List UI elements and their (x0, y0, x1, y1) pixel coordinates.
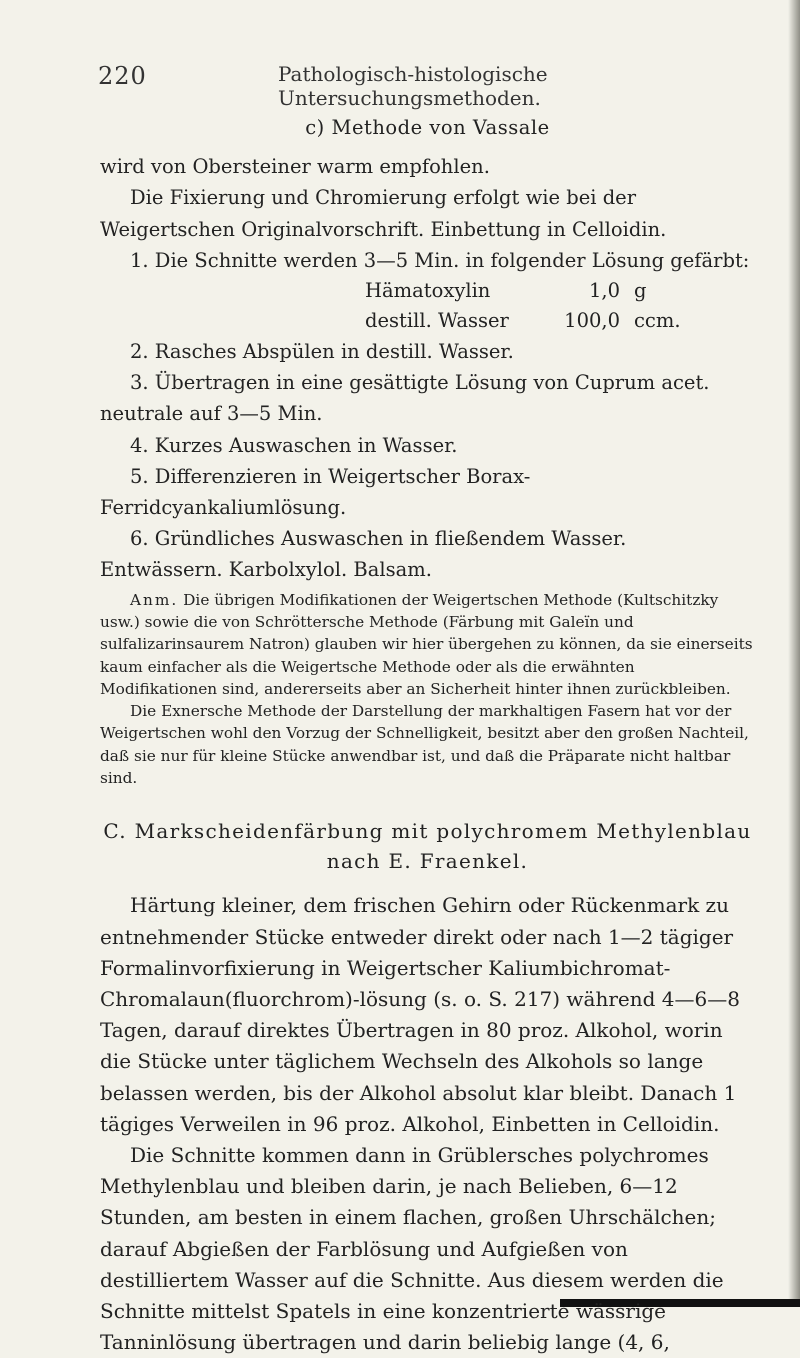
note-label: Anm. (130, 590, 179, 609)
formula-ingredient: destill. Wasser (365, 309, 509, 333)
page-edge-shadow (788, 0, 800, 1307)
formula-row (100, 306, 755, 336)
step-5: 5. Differenzieren in Weigertscher Borax-Ferridcyankaliumlösung. (100, 464, 531, 520)
section-C-title-line1: C. Markscheidenfärbung mit polychromem Methylenblau (103, 819, 752, 844)
note-paragraph (100, 589, 755, 700)
section-c-title: c) Methode von Vassale (305, 116, 550, 139)
step-2: 2. Rasches Abspülen in destill. Wasser. (130, 340, 514, 364)
page-content (100, 112, 755, 1358)
step-1: 1. Die Schnitte werden 3—5 Min. in folgender Lösung gefärbt: (130, 248, 750, 272)
section-c-paragraph: Die Fixierung und Chromierung erfolgt wie bei der Weigertschen Originalvorschrift. Einbettung in Celloidin. (100, 186, 667, 241)
note-paragraph-2: Die Exnersche Methode der Darstellung der markhaltigen Fasern hat vor der Weigertschen wohl den Vorzug der Schnelligkeit, besitzt aber den großen Nachteil, daß sie nur für kleine Stücke anwendbar ist, und daß die Präparate nicht haltbar sind. (100, 702, 749, 788)
staining-formula (100, 276, 755, 336)
formula-amount: 100,0 (564, 309, 620, 333)
footnote-block (100, 589, 755, 790)
section-c-vassale (100, 112, 755, 586)
page-number: 220 (98, 62, 147, 90)
note-text: Die übrigen Modifikationen der Weigertschen Methode (Kultschitzky usw.) sowie die von Schröttersche Methode (Färbung mit Galeïn und sulfalizarinsaurem Natron) glauben wir hier übergehen zu können, da sie einerseits kaum einfacher als die Weigertsche Methode oder als die erwähnten Modifikationen sind, andererseits aber an Sicherheit hinter ihnen zurückbleiben. (100, 590, 753, 698)
step-3: 3. Übertragen in eine gesättigte Lösung von Cuprum acet. neutrale auf 3—5 Min. (100, 371, 710, 426)
formula-amount: 1,0 (588, 279, 620, 303)
section-C-paragraph-2: Die Schnitte kommen dann in Grüblersches polychromes Methylenblau und bleiben darin, je nach Belieben, 6—12 Stunden, am besten in einem flachen, großen Uhrschälchen; darauf Abgießen der Farblösung und Aufgießen von destilliertem Wasser auf die Schnitte. Aus diesem werden die Schnitte mittelst Spatels in eine konzentrierte wässrige Tanninlösung übertragen und darin beliebig lange (4, 6, (100, 1142, 724, 1355)
step-4: 4. Kurzes Auswaschen in Wasser. (130, 433, 458, 457)
section-C-title-line2: nach E. Fraenkel. (326, 849, 529, 874)
formula-row (100, 276, 755, 306)
running-title: Pathologisch-histologische Untersuchungsmethoden. (278, 62, 548, 110)
formula-unit: g (634, 279, 647, 303)
section-c-intro: wird von Obersteiner warm empfohlen. (100, 155, 490, 179)
section-C-heading (100, 816, 755, 876)
running-header (98, 62, 680, 110)
section-C-body (100, 890, 755, 1358)
formula-ingredient: Hämatoxylin (365, 279, 491, 303)
section-C-paragraph-1: Härtung kleiner, dem frischen Gehirn oder Rückenmark zu entnehmender Stücke entweder direkt oder nach 1—2 tägiger Formalinvorfixierung in Weigertscher Kaliumbichromat-Chromalaun(fluorchrom)-lösung (s. o. S. 217) während 4—6—8 Tagen, darauf direktes Übertragen in 80 proz. Alkohol, worin die Stücke unter täglichem Wechseln des Alkohols so lange belassen werden, bis der Alkohol absolut klar bleibt. Danach 1 tägiges Verweilen in 96 proz. Alkohol, Einbetten in Celloidin. (100, 893, 740, 1136)
formula-unit: ccm. (634, 309, 681, 333)
step-6: 6. Gründliches Auswaschen in fließendem Wasser. Entwässern. Karbolxylol. Balsam. (100, 527, 627, 582)
